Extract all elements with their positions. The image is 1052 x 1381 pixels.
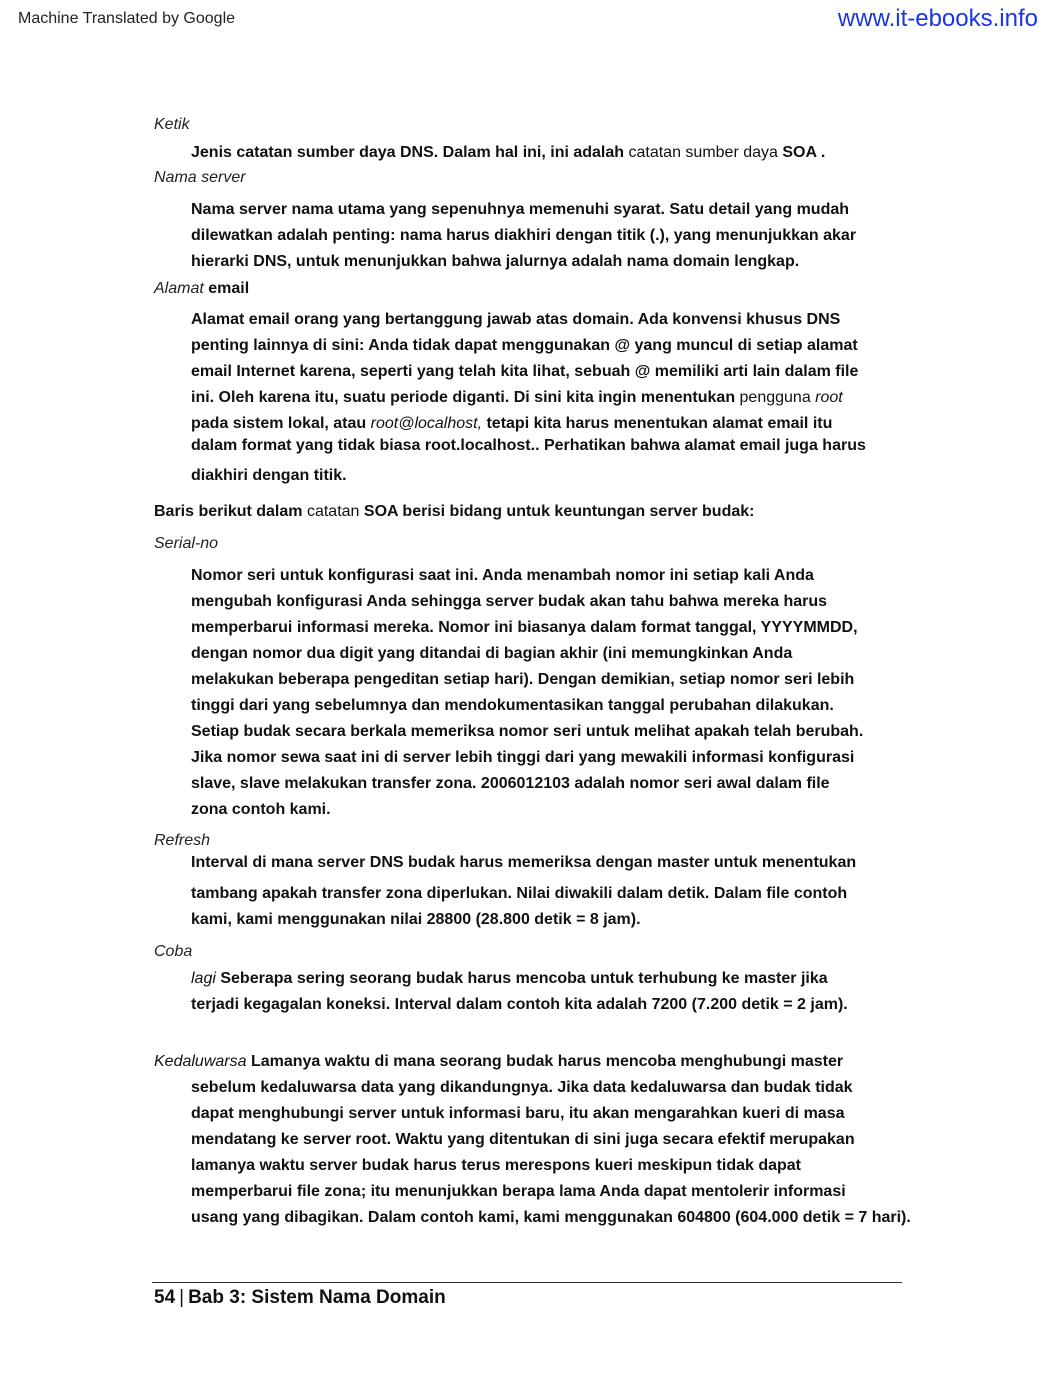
text-line: tinggi dari yang sebelumnya dan mendokumentasikan tanggal perubahan dilakukan. <box>191 697 834 714</box>
text-line: Setiap budak secara berkala memeriksa nomor seri untuk melihat apakah telah berubah. <box>191 723 864 740</box>
term-serial-no: Serial-no <box>154 535 219 552</box>
page-number: 54 <box>154 1287 176 1308</box>
text-line: penting lainnya di sini: Anda tidak dapat menggunakan @ yang muncul di setiap alamat <box>191 337 858 354</box>
lead-sentence <box>154 503 754 521</box>
desc-coba <box>191 966 971 1018</box>
text-line: Nama server nama utama yang sepenuhnya memenuhi syarat. Satu detail yang mudah <box>191 201 850 218</box>
text-line: hierarki DNS, untuk menunjukkan bahwa jalurnya adalah nama domain lengkap. <box>191 253 800 270</box>
term-alamat-email <box>154 280 249 298</box>
footer-rule <box>152 1282 902 1283</box>
text-line: mengubah konfigurasi Anda sehingga server budak akan tahu bahwa mereka harus <box>191 593 828 610</box>
text-line: usang yang dibagikan. Dalam contoh kami, kami menggunakan 604800 (604.000 detik = 7 hari). <box>191 1209 911 1226</box>
coba-lagi: lagi <box>191 970 216 987</box>
text-line: dengan nomor dua digit yang ditandai di bagian akhir (ini memungkinkan Anda <box>191 645 793 662</box>
term-coba: Coba <box>154 943 193 960</box>
desc-kedaluwarsa-first <box>154 1049 934 1075</box>
text-line: dilewatkan adalah penting: nama harus diakhiri dengan titik (.), yang menunjukkan akar <box>191 227 857 244</box>
text-line: Alamat email orang yang bertanggung jawab atas domain. Ada konvensi khusus DNS <box>191 311 841 328</box>
desc-kedaluwarsa <box>191 1075 971 1231</box>
footer-separator: | <box>179 1287 185 1308</box>
text-line: dalam format yang tidak biasa root.localhost.. Perhatikan bahwa alamat email juga harus <box>191 437 866 454</box>
desc-ketik-a: Jenis catatan sumber daya DNS. Dalam hal ini, ini adalah <box>191 144 629 161</box>
text-line: dapat menghubungi server untuk informasi baru, itu akan mengarahkan kueri di masa <box>191 1105 845 1122</box>
text-line: memperbarui informasi mereka. Nomor ini biasanya dalam format tanggal, YYYYMMDD, <box>191 619 858 636</box>
text-line: mendatang ke server root. Waktu yang ditentukan di sini juga secara efektif merupakan <box>191 1131 855 1148</box>
text-l5a: pada sistem lokal, atau <box>191 415 371 432</box>
text-line: melakukan beberapa pengeditan setiap hari). Dengan demikian, setiap nomor seri lebih <box>191 671 855 688</box>
text-line: tambang apakah transfer zona diperlukan. Nilai diwakili dalam detik. Dalam file contoh <box>191 885 848 902</box>
text-l5b: root@localhost, <box>370 415 483 432</box>
page-footer <box>154 1287 446 1309</box>
text-line: diakhiri dengan titik. <box>191 467 347 484</box>
term-refresh: Refresh <box>154 832 211 849</box>
text-line: slave, slave melakukan transfer zona. 2006012103 adalah nomor seri awal dalam file <box>191 775 830 792</box>
lead-a: Baris berikut dalam <box>154 503 307 520</box>
text-l4a: ini. Oleh karena itu, suatu periode diganti. Di sini kita ingin menentukan <box>191 389 740 406</box>
text-line: terjadi kegagalan koneksi. Interval dalam contoh kita adalah 7200 (7.200 detik = 2 jam). <box>191 996 848 1013</box>
term-nama-server: Nama server <box>154 169 246 186</box>
desc-refresh <box>191 850 971 933</box>
term-email: email <box>208 280 250 297</box>
desc-nama-server <box>191 197 971 275</box>
text-line: Nomor seri untuk konfigurasi saat ini. Anda menambah nomor ini setiap kali Anda <box>191 567 814 584</box>
text-line: kami, kami menggunakan nilai 28800 (28.800 detik = 8 jam). <box>191 911 641 928</box>
text-line: Jika nomor sewa saat ini di server lebih tinggi dari yang mewakili informasi konfigurasi <box>191 749 855 766</box>
site-link[interactable]: www.it-ebooks.info <box>837 5 1038 32</box>
text-l4c: root <box>815 389 843 406</box>
text-line: memperbarui file zona; itu menunjukkan berapa lama Anda dapat mentolerir informasi <box>191 1183 846 1200</box>
term-ketik: Ketik <box>154 116 190 133</box>
text-line: zona contoh kami. <box>191 801 331 818</box>
chapter-title: Bab 3: Sistem Nama Domain <box>188 1287 446 1308</box>
term-alamat: Alamat <box>154 280 209 297</box>
term-kedaluwarsa: Kedaluwarsa <box>154 1053 247 1070</box>
text-line: Interval di mana server DNS budak harus memeriksa dengan master untuk menentukan <box>191 854 857 871</box>
text-line: email Internet karena, seperti yang telah kita lihat, sebuah @ memiliki arti lain dalam file <box>191 363 859 380</box>
machine-translated-label: Machine Translated by Google <box>18 10 236 27</box>
text-line: lamanya waktu server budak harus terus merespons kueri meskipun tidak dapat <box>191 1157 802 1174</box>
lead-b: catatan <box>306 503 364 520</box>
lead-c: SOA berisi bidang untuk keuntungan server budak: <box>363 503 755 520</box>
desc-ketik-c: SOA . <box>782 144 826 161</box>
coba-l1: Seberapa sering seorang budak harus mencoba untuk terhubung ke master jika <box>215 970 828 987</box>
text-line: sebelum kedaluwarsa data yang dikandungnya. Jika data kedaluwarsa dan budak tidak <box>191 1079 853 1096</box>
kedaluwarsa-first: Lamanya waktu di mana seorang budak harus mencoba menghubungi master <box>246 1053 844 1070</box>
desc-ketik <box>191 140 971 166</box>
desc-ketik-b: catatan sumber daya <box>628 144 783 161</box>
text-l4b: pengguna <box>739 389 816 406</box>
desc-serial-no <box>191 563 971 823</box>
desc-alamat-email <box>191 307 971 489</box>
text-l5c: tetapi kita harus menentukan alamat email itu <box>482 415 833 432</box>
